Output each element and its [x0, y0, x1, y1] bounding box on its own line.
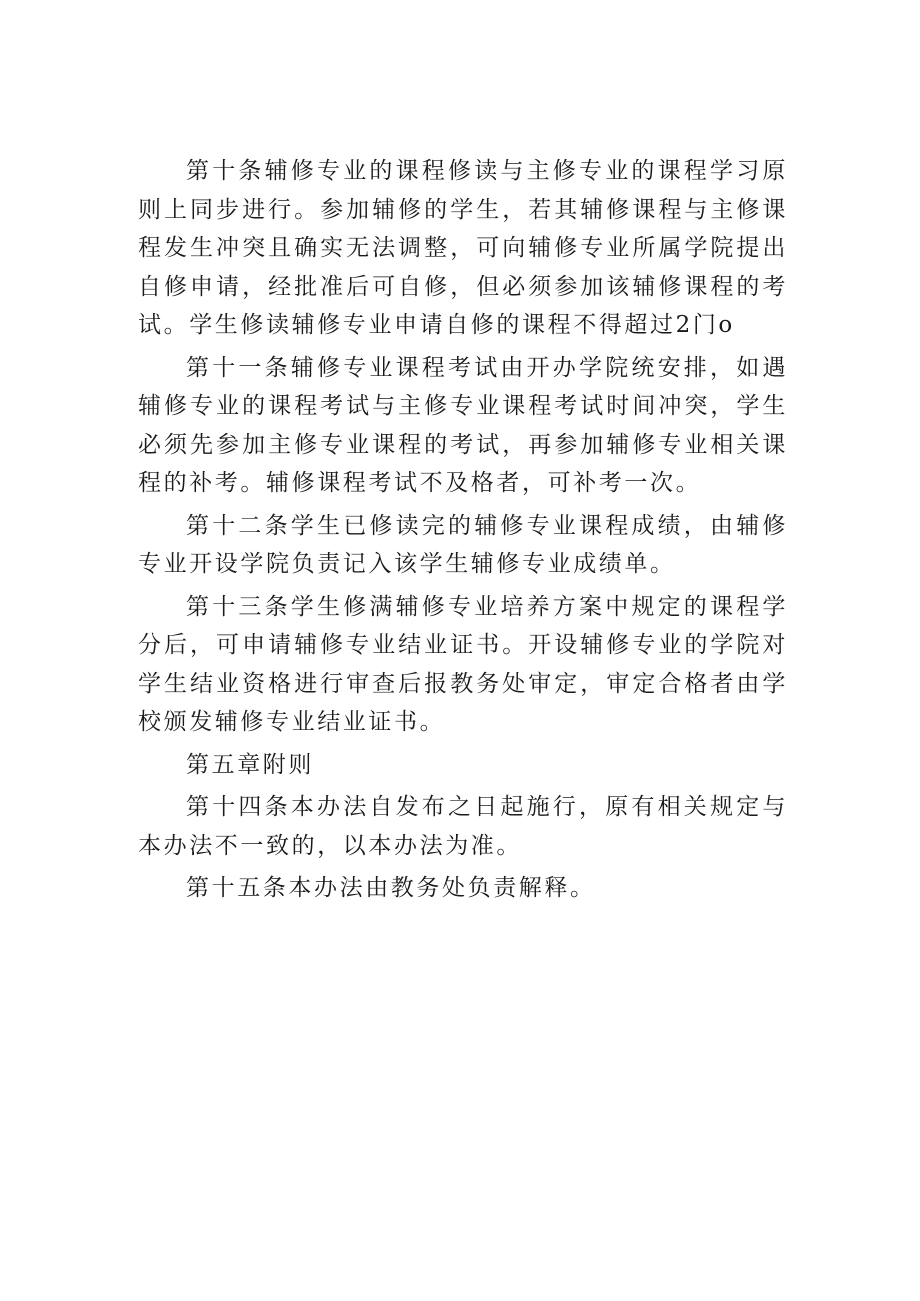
article-10-paragraph: 第十条辅修专业的课程修读与主修专业的课程学习原则上同步进行。参加辅修的学生，若其辅修课程与主修课程发生冲突且确实无法调整，可向辅修专业所属学院提出自修申请，经批准后可自修，但必须参加该辅修课程的考试。学生修读辅修专业申请自修的课程不得超过2门o [138, 158, 788, 338]
article-14-paragraph: 第十四条本办法自发布之日起施行，原有相关规定与本办法不一致的，以本办法为准。 [138, 794, 788, 859]
article-15-paragraph: 第十五条本办法由教务处负责解释。 [186, 875, 596, 901]
document-body [138, 152, 788, 908]
chapter-heading: 第五章附则 [186, 751, 314, 778]
article-12-paragraph: 第十二条学生已修读完的辅修专业课程成绩，由辅修专业开设学院负责记入该学生辅修专业成绩单。 [138, 512, 788, 577]
article-13-paragraph: 第十三条学生修满辅修专业培养方案中规定的课程学分后，可申请辅修专业结业证书。开设辅修专业的学院对学生结业资格进行审查后报教务处审定，审定合格者由学校颁发辅修专业结业证书。 [138, 593, 788, 735]
article-11-paragraph: 第十一条辅修专业课程考试由开办学院统安排，如遇辅修专业的课程考试与主修专业课程考试时间冲突，学生必须先参加主修专业课程的考试，再参加辅修专业相关课程的补考。辅修课程考试不及格者，可补考一次。 [138, 354, 788, 496]
